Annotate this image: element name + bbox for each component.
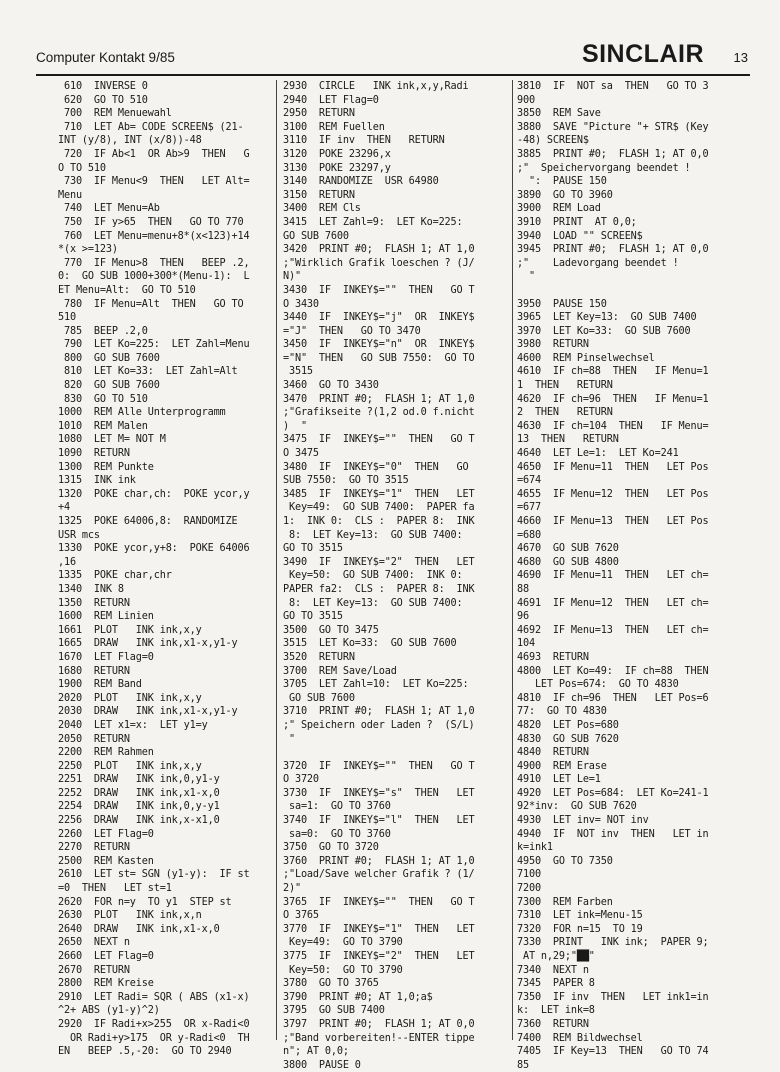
page-header [36, 38, 748, 74]
code-line: 4691 IF Menu=12 THEN LET ch= [517, 597, 709, 609]
code-line: 3470 PRINT #0; FLASH 1; AT 1,0 [283, 393, 475, 405]
code-line: 2620 FOR n=y TO y1 STEP st [58, 896, 232, 908]
code-line: 3885 PRINT #0; FLASH 1; AT 0,0 [517, 148, 709, 160]
code-line: sa=0: GO TO 3760 [283, 828, 391, 840]
code-line: Menu [58, 189, 82, 201]
code-line: 1665 DRAW INK ink,x1-x,y1-y [58, 638, 238, 650]
code-line: ;"Load/Save welcher Grafik ? (1/ [283, 869, 475, 881]
code-line: 720 IF Ab<1 OR Ab>9 THEN G [58, 148, 250, 160]
code-line: 7100 [517, 869, 541, 881]
code-line: 3790 PRINT #0; AT 1,0;a$ [283, 991, 433, 1003]
code-line: 3490 IF INKEY$="2" THEN LET [283, 556, 475, 568]
code-line: 3480 IF INKEY$="0" THEN GO [283, 461, 469, 473]
code-line: 1350 RETURN [58, 597, 130, 609]
code-line: ,16 [58, 556, 76, 568]
code-line: 4640 LET Le=1: LET Ko=241 [517, 448, 679, 460]
code-line: 4840 RETURN [517, 747, 589, 759]
code-line: 2270 RETURN [58, 842, 130, 854]
code-line [283, 746, 511, 760]
code-line: 3430 IF INKEY$="" THEN GO T [283, 284, 475, 296]
code-line: 4940 IF NOT inv THEN LET in [517, 828, 709, 840]
code-line: " [517, 271, 535, 283]
code-line: USR mcs [58, 529, 100, 541]
code-line: 2500 REM Kasten [58, 855, 154, 867]
code-line: 7200 [517, 883, 541, 895]
code-line: 3900 REM Load [517, 203, 601, 215]
code-line: 7310 LET ink=Menu-15 [517, 910, 643, 922]
code-line: 2030 DRAW INK ink,x1-x,y1-y [58, 706, 238, 718]
code-line: 2660 LET Flag=0 [58, 951, 154, 962]
code-line: 900 [517, 94, 535, 106]
code-line: 2610 LET st= SGN (y1-y): IF st [58, 869, 250, 881]
code-line: 760 LET Menu=menu+8*(x<123)+14 [58, 230, 250, 242]
code-line: 2640 DRAW INK ink,x1-x,0 [58, 923, 220, 935]
listing-column-2 [283, 80, 511, 1071]
code-line: 510 [58, 312, 76, 324]
code-line: 1 THEN RETURN [517, 380, 613, 392]
code-line: 710 LET Ab= CODE SCREEN$ (21- [58, 121, 244, 133]
code-line: 4800 LET Ko=49: IF ch=88 THEN [517, 665, 709, 677]
code-line: 7400 REM Bildwechsel [517, 1032, 643, 1044]
code-line: 4900 REM Erase [517, 760, 607, 772]
code-line: LET Pos=674: GO TO 4830 [517, 679, 679, 691]
code-line: 4810 IF ch=96 THEN LET Pos=6 [517, 692, 709, 704]
code-line: +4 [58, 502, 70, 514]
code-line: =674 [517, 475, 541, 487]
code-line: 3130 POKE 23297,y [283, 162, 391, 174]
code-line: 4910 LET Le=1 [517, 774, 601, 786]
code-line: 1900 REM Band [58, 679, 142, 691]
code-line: 3740 IF INKEY$="l" THEN LET [283, 815, 475, 827]
code-line: 1080 LET M= NOT M [58, 434, 166, 446]
code-line: 3800 PAUSE 0 [283, 1059, 361, 1071]
code-line: 3775 IF INKEY$="2" THEN LET [283, 951, 475, 962]
code-line: ;" Speichern oder Laden ? (S/L) [283, 719, 475, 731]
code-line: PAPER fa2: CLS : PAPER 8: INK [283, 583, 475, 595]
page-number: 13 [733, 50, 748, 65]
code-line: 3450 IF INKEY$="n" OR INKEY$ [283, 339, 475, 351]
code-line: 2650 NEXT n [58, 937, 130, 949]
code-line: ;"Band vorbereiten!--ENTER tippe [283, 1032, 475, 1044]
code-line: 1330 POKE ycor,y+8: POKE 64006 [58, 543, 250, 555]
code-line: 1320 POKE char,ch: POKE ycor,y [58, 488, 250, 500]
code-line: 92*inv: GO SUB 7620 [517, 801, 637, 813]
code-line: -48) SCREEN$ [517, 135, 589, 147]
code-line: 2800 REM Kreise [58, 978, 154, 990]
code-line: 4830 GO SUB 7620 [517, 733, 619, 745]
column-divider [276, 80, 277, 1040]
code-line: n"; AT 0,0; [283, 1046, 349, 1058]
code-line: 4930 LET inv= NOT inv [517, 815, 649, 827]
code-line: 3420 PRINT #0; FLASH 1; AT 1,0 [283, 244, 475, 256]
code-line: 7345 PAPER 8 [517, 978, 595, 990]
code-line: ="J" THEN GO TO 3470 [283, 325, 421, 337]
code-line: Key=49: GO SUB 7400: PAPER fa [283, 502, 475, 514]
code-line: 770 IF Menu>8 THEN BEEP .2, [58, 257, 250, 269]
code-line: 4610 IF ch=88 THEN IF Menu=1 [517, 366, 709, 378]
code-line: ) " [283, 420, 307, 432]
code-line: 2910 LET Radi= SQR ( ABS (x1-x) [58, 991, 250, 1003]
code-line: 2630 PLOT INK ink,x,n [58, 910, 202, 922]
code-line: 88 [517, 583, 529, 595]
code-line: 4630 IF ch=104 THEN IF Menu= [517, 420, 709, 432]
code-line: 3140 RANDOMIZE USR 64980 [283, 176, 439, 188]
code-line: 3890 GO TO 3960 [517, 189, 613, 201]
magazine-title: Computer Kontakt 9/85 [36, 50, 175, 65]
code-line: ;" Ladevorgang beendet ! [517, 257, 679, 269]
code-line: GO SUB 7600 [283, 230, 349, 242]
code-line: 730 IF Menu<9 THEN LET Alt= [58, 176, 250, 188]
code-line: 3910 PRINT AT 0,0; [517, 216, 637, 228]
code-line: O 3720 [283, 774, 319, 786]
code-line: 3485 IF INKEY$="1" THEN LET [283, 488, 475, 500]
code-line: 3705 LET Zahl=10: LET Ko=225: [283, 679, 469, 691]
code-line: 4692 IF Menu=13 THEN LET ch= [517, 624, 709, 636]
code-line: 3720 IF INKEY$="" THEN GO T [283, 760, 475, 772]
code-line: 1670 LET Flag=0 [58, 651, 154, 663]
code-line: 3880 SAVE "Picture "+ STR$ (Key [517, 121, 709, 133]
code-line: 790 LET Ko=225: LET Zahl=Menu [58, 339, 250, 351]
code-line: 3120 POKE 23296,x [283, 148, 391, 160]
code-line: 1300 REM Punkte [58, 461, 154, 473]
code-line: 820 GO SUB 7600 [58, 380, 160, 392]
header-rule [36, 74, 750, 76]
code-line: 3765 IF INKEY$="" THEN GO T [283, 896, 475, 908]
code-line: 7360 RETURN [517, 1018, 589, 1030]
code-line: 1000 REM Alle Unterprogramm [58, 407, 226, 419]
code-line: 4650 IF Menu=11 THEN LET Pos [517, 461, 709, 473]
code-line: 7350 IF inv THEN LET ink1=in [517, 991, 709, 1003]
code-line: 2200 REM Rahmen [58, 747, 154, 759]
code-line: 77: GO TO 4830 [517, 706, 607, 718]
code-line: 1325 POKE 64006,8: RANDOMIZE [58, 516, 238, 527]
code-line: 104 [517, 638, 535, 650]
code-line: =677 [517, 502, 541, 514]
code-line: N)" [283, 271, 301, 283]
section-brand: SINCLAIR [581, 40, 704, 68]
code-line: ;" Speichervorgang beendet ! [517, 162, 691, 174]
code-line: 2040 LET x1=x: LET y1=y [58, 719, 208, 731]
code-line: 0: GO SUB 1000+300*(Menu-1): L [58, 271, 250, 283]
code-line: 3100 REM Fuellen [283, 121, 385, 133]
code-line: =0 THEN LET st=1 [58, 883, 172, 895]
code-line: 3795 GO SUB 7400 [283, 1005, 385, 1017]
code-line: OR Radi+y>175 OR y-Radi<0 TH [58, 1032, 250, 1044]
listing-column-1 [58, 80, 273, 1058]
code-line: 2250 PLOT INK ink,x,y [58, 760, 202, 772]
code-line: =680 [517, 529, 541, 541]
code-line: 3965 LET Key=13: GO SUB 7400 [517, 312, 697, 324]
code-line: 785 BEEP .2,0 [58, 325, 148, 337]
code-line: EN BEEP .5,-20: GO TO 2940 [58, 1046, 232, 1058]
code-line: 2260 LET Flag=0 [58, 828, 154, 840]
code-line: 4670 GO SUB 7620 [517, 543, 619, 555]
code-line: 3950 PAUSE 150 [517, 298, 607, 310]
code-line: 2950 RETURN [283, 108, 355, 120]
code-line: 3515 LET Ko=33: GO SUB 7600 [283, 638, 457, 650]
code-line: 740 LET Menu=Ab [58, 203, 160, 215]
code-line: O 3475 [283, 448, 319, 460]
code-line: 1315 INK ink [58, 475, 136, 487]
code-line: 3700 REM Save/Load [283, 665, 397, 677]
code-line: 700 REM Menuewahl [58, 108, 172, 120]
code-line: k: LET ink=8 [517, 1005, 595, 1017]
code-line: 3810 IF NOT sa THEN GO TO 3 [517, 81, 709, 92]
code-line: 4620 IF ch=96 THEN IF Menu=1 [517, 393, 709, 405]
code-line: 2 THEN RETURN [517, 407, 613, 419]
code-line: 4950 GO TO 7350 [517, 855, 613, 867]
code-line: 1090 RETURN [58, 448, 130, 460]
code-line: 2)" [283, 883, 301, 895]
code-line: 3770 IF INKEY$="1" THEN LET [283, 923, 475, 935]
code-line: O 3765 [283, 910, 319, 922]
code-line: AT n,29;"██" [517, 951, 595, 962]
code-line: 2256 DRAW INK ink,x-x1,0 [58, 815, 220, 827]
code-line: 8: LET Key=13: GO SUB 7400: [283, 529, 463, 541]
code-line: 2920 IF Radi+x>255 OR x-Radi<0 [58, 1018, 250, 1030]
code-line: 1: INK 0: CLS : PAPER 8: INK [283, 516, 475, 527]
code-line: Key=49: GO TO 3790 [283, 937, 403, 949]
code-line: 3150 RETURN [283, 189, 355, 201]
code-line: 3400 REM Cls [283, 203, 361, 215]
code-line: 3500 GO TO 3475 [283, 624, 379, 636]
code-line: GO SUB 7600 [283, 692, 355, 704]
code-line: 3515 [283, 366, 313, 378]
code-line: 750 IF y>65 THEN GO TO 770 [58, 216, 244, 228]
code-line: 2020 PLOT INK ink,x,y [58, 692, 202, 704]
code-line: 3970 LET Ko=33: GO SUB 7600 [517, 325, 691, 337]
code-line: 3850 REM Save [517, 108, 601, 120]
code-line: ": PAUSE 150 [517, 176, 607, 188]
code-line: ="N" THEN GO SUB 7550: GO TO [283, 352, 475, 364]
code-line: 4600 REM Pinselwechsel [517, 352, 655, 364]
code-line: O 3430 [283, 298, 319, 310]
code-line: 8: LET Key=13: GO SUB 7400: [283, 597, 463, 609]
code-line: 2050 RETURN [58, 733, 130, 745]
code-line: 610 INVERSE 0 [58, 81, 148, 92]
code-line: 3710 PRINT #0; FLASH 1; AT 1,0 [283, 706, 475, 718]
code-line: Key=50: GO SUB 7400: INK 0: [283, 570, 463, 582]
code-line: 780 IF Menu=Alt THEN GO TO [58, 298, 244, 310]
code-line: 3797 PRINT #0; FLASH 1; AT 0,0 [283, 1018, 475, 1030]
code-line: 3730 IF INKEY$="s" THEN LET [283, 787, 475, 799]
code-line: 3980 RETURN [517, 339, 589, 351]
code-line: 1680 RETURN [58, 665, 130, 677]
code-line: 7320 FOR n=15 TO 19 [517, 923, 643, 935]
code-line: 3440 IF INKEY$="j" OR INKEY$ [283, 312, 475, 324]
code-line: 2930 CIRCLE INK ink,x,y,Radi [283, 81, 469, 92]
code-line: 2254 DRAW INK ink,0,y-y1 [58, 801, 220, 813]
listing-column-3 [517, 80, 749, 1071]
code-line: 3415 LET Zahl=9: LET Ko=225: [283, 216, 463, 228]
code-line: " [283, 733, 295, 745]
code-line: 7300 REM Farben [517, 896, 613, 908]
code-line: GO TO 3515 [283, 611, 343, 623]
code-line: 3520 RETURN [283, 651, 355, 663]
code-line: Key=50: GO TO 3790 [283, 964, 403, 976]
code-line: 3760 PRINT #0; FLASH 1; AT 1,0 [283, 855, 475, 867]
code-line: sa=1: GO TO 3760 [283, 801, 391, 813]
code-line: ^2+ ABS (y1-y)^2) [58, 1005, 160, 1017]
code-line: ;"Wirklich Grafik loeschen ? (J/ [283, 257, 475, 269]
code-line: ET Menu=Alt: GO TO 510 [58, 284, 196, 296]
code-line: 3460 GO TO 3430 [283, 380, 379, 392]
code-line: 4820 LET Pos=680 [517, 719, 619, 731]
code-line: 3780 GO TO 3765 [283, 978, 379, 990]
code-line: 4693 RETURN [517, 651, 589, 663]
code-line: 3750 GO TO 3720 [283, 842, 379, 854]
code-line: 4690 IF Menu=11 THEN LET ch= [517, 570, 709, 582]
code-line: 4680 GO SUB 4800 [517, 556, 619, 568]
code-line: 3475 IF INKEY$="" THEN GO T [283, 434, 475, 446]
code-line: 85 [517, 1059, 529, 1071]
code-line: 1340 INK 8 [58, 583, 124, 595]
code-line: 96 [517, 611, 529, 623]
code-line: 2251 DRAW INK ink,0,y1-y [58, 774, 220, 786]
code-line: 4655 IF Menu=12 THEN LET Pos [517, 488, 709, 500]
code-line: 1661 PLOT INK ink,x,y [58, 624, 202, 636]
code-line: 2252 DRAW INK ink,x1-x,0 [58, 787, 220, 799]
code-line: SUB 7550: GO TO 3515 [283, 475, 409, 487]
code-line: 800 GO SUB 7600 [58, 352, 160, 364]
code-line: 3940 LOAD "" SCREEN$ [517, 230, 643, 242]
code-line: ;"Grafikseite ?(1,2 od.0 f.nicht [283, 407, 475, 419]
code-line: 2670 RETURN [58, 964, 130, 976]
code-line: *(x >=123) [58, 244, 118, 256]
code-line: 2940 LET Flag=0 [283, 94, 379, 106]
code-line: 3110 IF inv THEN RETURN [283, 135, 445, 147]
code-line: 1010 REM Malen [58, 420, 148, 432]
code-line: 620 GO TO 510 [58, 94, 148, 106]
code-line: 4920 LET Pos=684: LET Ko=241-1 [517, 787, 709, 799]
code-line: k=ink1 [517, 842, 553, 854]
code-line: 3945 PRINT #0; FLASH 1; AT 0,0 [517, 244, 709, 256]
code-line: 1335 POKE char,chr [58, 570, 172, 582]
code-line: 7340 NEXT n [517, 964, 589, 976]
code-line: 830 GO TO 510 [58, 393, 148, 405]
code-line: 13 THEN RETURN [517, 434, 619, 446]
code-line: INT (y/8), INT (x/8))-48 [58, 135, 202, 147]
code-line: 7405 IF Key=13 THEN GO TO 74 [517, 1046, 709, 1058]
code-line [517, 284, 749, 298]
code-line: 7330 PRINT INK ink; PAPER 9; [517, 937, 709, 949]
code-line: 1600 REM Linien [58, 611, 154, 623]
code-line: GO TO 3515 [283, 543, 343, 555]
code-line: O TO 510 [58, 162, 106, 174]
code-line: 4660 IF Menu=13 THEN LET Pos [517, 516, 709, 527]
code-line: 810 LET Ko=33: LET Zahl=Alt [58, 366, 238, 378]
column-divider [512, 80, 513, 1040]
